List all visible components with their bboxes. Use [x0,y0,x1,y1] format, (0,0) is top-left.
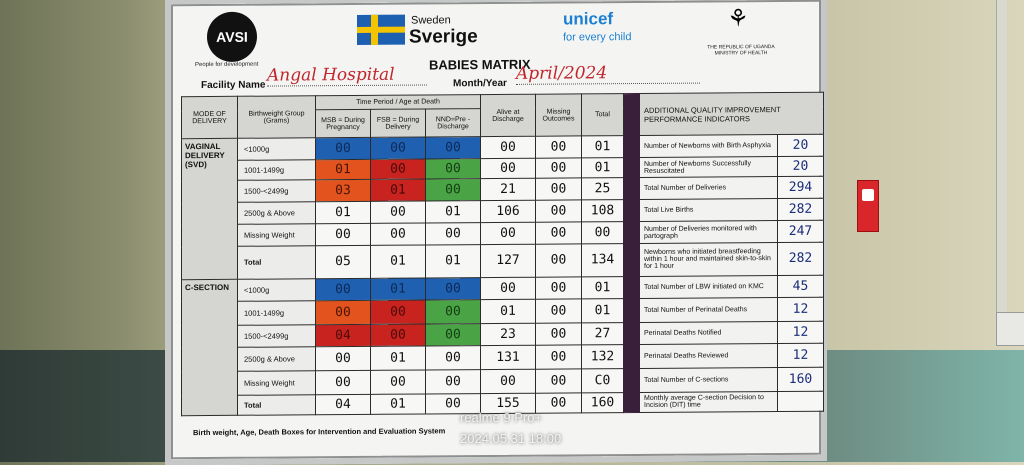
indicator-label: Perinatal Deaths Notified [640,321,778,344]
svd-msb-cell: 00 [316,137,371,159]
cs-mode-label: C-SECTION [182,279,238,416]
fsb-header: FSB = During Delivery [371,109,426,137]
ministry-label: THE REPUBLIC OF UGANDA MINISTRY OF HEALTH [707,44,775,57]
svd-alive-cell: 00 [481,223,536,245]
indicator-value: 45 [778,275,824,297]
cs-nnd-cell: 00 [426,277,481,299]
uganda-crest-icon: ⚘ [727,5,749,33]
cs-total-cell: 132 [582,344,624,368]
sweden-flag-icon [357,15,405,45]
svd-group: 1001-1499g [238,160,316,181]
svd-group: 2500g & Above [238,202,316,225]
svd-missing-cell: 00 [536,178,582,200]
babies-matrix-table [181,92,824,416]
cs-nnd-cell: 00 [426,393,481,414]
indicator-label: Monthly average C-section Decision to Incision (DIT) time [640,391,778,412]
indicator-label: Total Number of Perinatal Deaths [640,297,778,322]
svd-total-cell: 25 [582,178,624,200]
facility-value: Angal Hospital [267,64,427,86]
svd-alive-cell: 21 [481,178,536,200]
svd-total-label: Total [238,246,316,279]
cs-msb-cell: 04 [316,394,371,415]
wall-pipe [996,0,1007,312]
indicator-value: 12 [778,343,824,367]
svd-msb-cell: 01 [316,160,371,180]
birthweight-header: Birthweight Group (Grams) [238,96,316,139]
cs-missing-cell: 00 [536,393,582,413]
indicator-label: Total Number of C-sections [640,367,778,392]
svd-total-cell: 134 [582,244,624,276]
svd-fsb-cell: 00 [371,223,426,245]
cs-msb-cell: 00 [316,370,371,394]
svd-fsb-cell: 00 [371,159,426,179]
cs-alive-cell: 01 [481,299,536,323]
svd-missing-cell: 00 [536,244,582,276]
cs-group: 2500g & Above [238,346,316,371]
svd-nnd-cell: 01 [426,245,481,277]
cs-total-cell: 01 [582,298,624,322]
cs-fsb-cell: 01 [371,394,426,415]
cs-alive-cell: 00 [481,369,536,393]
indicator-label: Number of Newborns Successfully Resuscitated [640,157,778,178]
cs-total-cell: 01 [582,276,624,298]
cs-fsb-cell: 01 [371,278,426,300]
indicator-value: 282 [778,243,824,275]
matrix-title: BABIES MATRIX [429,56,531,73]
svd-total-cell: 108 [582,200,624,222]
cs-group: 1500-<2499g [238,324,316,347]
indicator-label: Total Number of LBW initiated on KMC [640,275,778,298]
indicator-label: Number of Deliveries monitored with partograph [640,221,778,244]
svd-missing-cell: 00 [536,158,582,178]
cs-msb-cell: 04 [316,324,371,346]
cs-total-cell: C0 [582,368,624,392]
cs-msb-cell: 00 [316,278,371,300]
svd-msb-cell: 05 [316,246,371,278]
cs-fsb-cell: 00 [371,324,426,346]
svd-msb-cell: 03 [316,180,371,202]
cs-fsb-cell: 01 [371,346,426,370]
cs-alive-cell: 23 [481,323,536,345]
svd-msb-cell: 00 [316,224,371,246]
svd-alive-cell: 127 [481,245,536,277]
indicator-label: Number of Newborns with Birth Asphyxia [640,135,778,158]
mode-header: MODE OF DELIVERY [182,96,238,139]
cs-alive-cell: 155 [481,393,536,414]
cs-missing-cell: 00 [536,276,582,298]
separator-bar [624,93,640,412]
svd-missing-cell: 00 [536,222,582,244]
camera-watermark-timestamp: 2024.05.31 18:00 [460,431,562,446]
whiteboard [165,0,827,465]
cs-missing-cell: 00 [536,298,582,322]
svd-alive-cell: 00 [481,158,536,178]
cs-nnd-cell: 00 [426,369,481,393]
cs-msb-cell: 00 [316,346,371,370]
indicator-value: 12 [778,321,824,343]
svd-msb-cell: 01 [316,202,371,224]
msb-header: MSB = During Pregnancy [316,109,371,137]
svd-alive-cell: 00 [481,136,536,158]
indicator-value: 160 [778,367,824,391]
sweden-label: Sweden [411,14,451,27]
nnd-header: NND=Pre - Discharge [426,109,481,137]
month-year-label: Month/Year [453,77,507,90]
period-header: Time Period / Age at Death [316,95,481,110]
cs-nnd-cell: 00 [426,345,481,369]
svd-total-cell: 00 [582,222,624,244]
camera-watermark-device: realme 9 Pro+ [460,410,543,425]
svd-nnd-cell: 00 [426,159,481,179]
indicator-value: 20 [778,134,824,156]
svd-alive-cell: 106 [481,201,536,223]
indicator-value [778,391,824,411]
svd-mode-label: VAGINAL DELIVERY (SVD) [182,138,238,279]
cs-group: 1001-1499g [238,300,316,325]
cs-msb-cell: 00 [316,300,371,324]
cs-nnd-cell: 00 [426,323,481,345]
cs-missing-cell: 00 [536,369,582,393]
indicator-label: Perinatal Deaths Reviewed [640,343,778,368]
sverige-label: Sverige [409,26,478,48]
month-year-value: April/2024 [516,63,700,85]
avsi-tagline: People for development [195,61,259,69]
quality-header: ADDITIONAL QUALITY IMPROVEMENT PERFORMANCE INDICATORS [640,92,824,135]
svd-total-cell: 01 [582,158,624,178]
cs-total-label: Total [238,395,316,416]
svd-missing-cell: 00 [536,136,582,158]
cs-group: <1000g [238,278,316,301]
indicator-value: 12 [778,297,824,321]
cs-fsb-cell: 00 [371,370,426,394]
indicator-label: Total Live Births [640,199,778,222]
facility-label: Facility Name [201,79,266,92]
cs-total-cell: 27 [582,322,624,344]
indicator-value: 20 [778,156,824,176]
unicef-logo: unicef [563,9,614,29]
cs-missing-cell: 00 [536,323,582,345]
svd-nnd-cell: 00 [426,223,481,245]
cs-fsb-cell: 00 [371,300,426,324]
board-header [171,0,821,96]
svd-group: 1500-<2499g [238,180,316,203]
indicator-value: 247 [778,221,824,243]
cs-total-cell: 160 [582,392,624,412]
wall-sticker [857,180,879,232]
svd-group: <1000g [238,138,316,161]
svd-nnd-cell: 01 [426,201,481,223]
svd-nnd-cell: 00 [426,179,481,201]
indicator-value: 282 [778,199,824,221]
svd-nnd-cell: 00 [426,137,481,159]
indicator-label: Total Number of Deliveries [640,177,778,200]
total-header: Total [582,94,624,136]
cs-alive-cell: 00 [481,277,536,299]
light-switch [996,312,1024,346]
indicator-value: 294 [778,176,824,198]
svd-fsb-cell: 01 [371,179,426,201]
svd-total-cell: 01 [582,136,624,158]
svd-fsb-cell: 01 [371,245,426,277]
unicef-tagline: for every child [563,31,632,44]
cs-nnd-cell: 00 [426,299,481,323]
svd-fsb-cell: 00 [371,137,426,159]
missing-header: Missing Outcomes [536,94,582,136]
avsi-logo: AVSI [207,12,257,62]
cs-alive-cell: 131 [481,345,536,369]
cs-missing-cell: 00 [536,345,582,369]
svd-missing-cell: 00 [536,200,582,222]
cs-group: Missing Weight [238,371,316,396]
svd-fsb-cell: 00 [371,201,426,223]
indicator-label: Newborns who initiated breastfeeding within 1 hour and maintained skin-to-skin for 1 hour [640,243,778,276]
board-footer: Birth weight, Age, Death Boxes for Intervention and Evaluation System [193,426,446,438]
alive-header: Alive at Discharge [481,94,536,136]
svd-group: Missing Weight [238,224,316,247]
